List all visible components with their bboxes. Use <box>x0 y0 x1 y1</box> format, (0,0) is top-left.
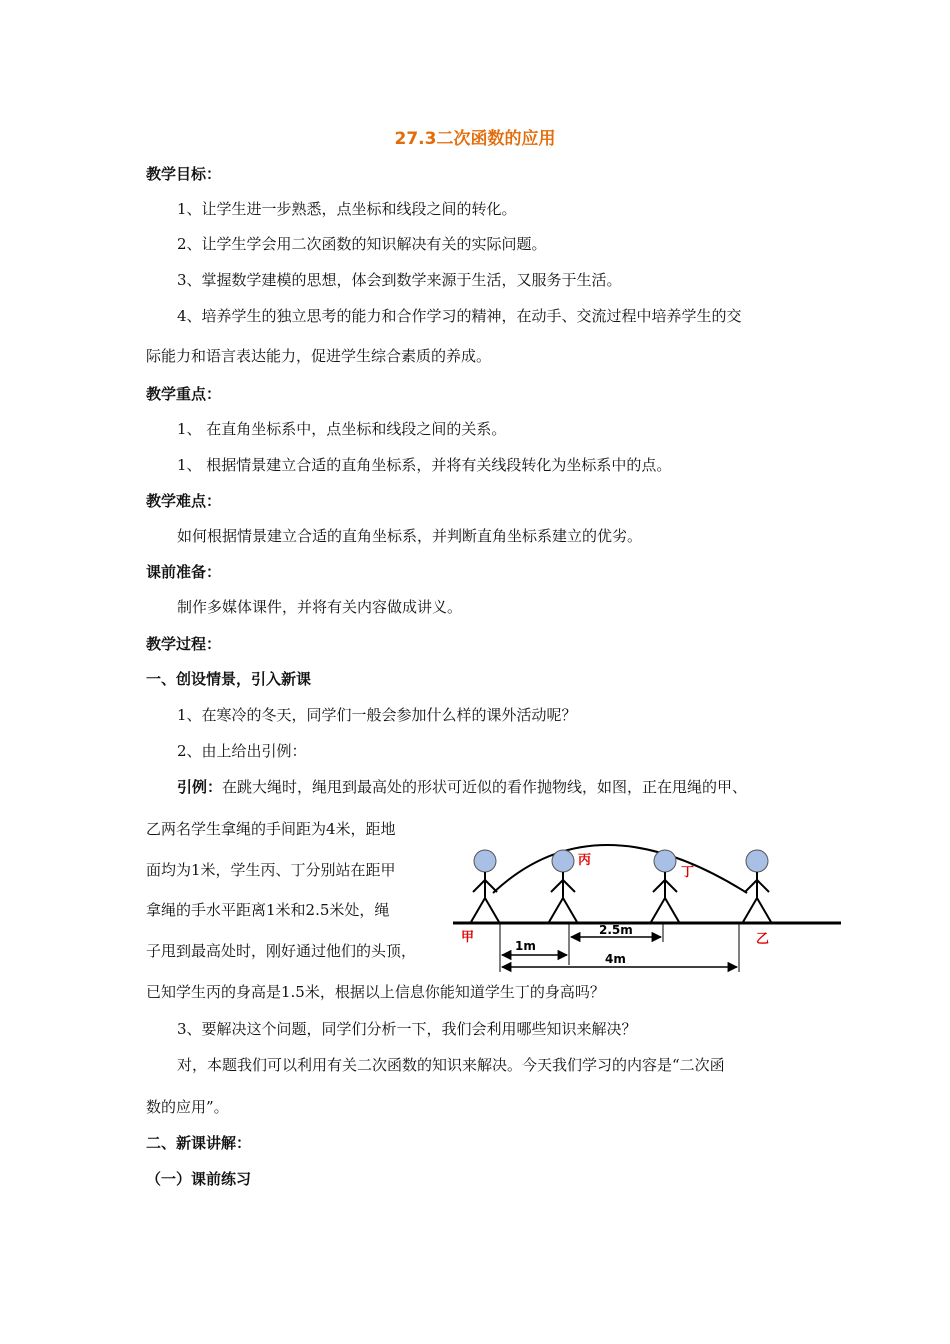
example-text: 在跳大绳时，绳甩到最高处的形状可近似的看作抛物线，如图，正在甩绳的甲、 <box>222 778 748 796</box>
dimension-label-2.5m: 2.5m <box>599 923 633 937</box>
objective-item: 2、让学生学会用二次函数的知识解决有关的实际问题。 <box>177 235 547 253</box>
person-jia <box>471 850 499 922</box>
person-bing <box>549 850 577 922</box>
key-point-item: 1、 在直角坐标系中，点坐标和线段之间的关系。 <box>177 420 507 438</box>
example-label: 引例： <box>177 778 223 796</box>
person-yi <box>743 850 771 922</box>
question-3: 3、要解决这个问题，同学们分析一下，我们会利用哪些知识来解决？ <box>177 1020 637 1038</box>
key-point-item: 1、 根据情景建立合适的直角坐标系，并将有关线段转化为坐标系中的点。 <box>177 456 672 474</box>
example-line: 子甩到最高处时，刚好通过他们的头顶， <box>146 942 417 960</box>
answer-line: 对，本题我们可以利用有关二次函数的知识来解决。今天我们学习的内容是“二次函 <box>177 1056 725 1074</box>
rope-curve <box>493 845 747 893</box>
objective-item: 际能力和语言表达能力，促进学生综合素质的养成。 <box>146 347 492 365</box>
dimension-label-1m: 1m <box>515 939 536 953</box>
section1-heading: 一、创设情景，引入新课 <box>146 670 312 688</box>
subsection-heading: （一）课前练习 <box>146 1170 252 1188</box>
rope-jump-figure <box>445 830 845 980</box>
label-yi: 乙 <box>756 932 770 947</box>
dimension-label-4m: 4m <box>605 952 626 966</box>
process-heading: 教学过程： <box>146 635 222 653</box>
section2-heading: 二、新课讲解： <box>146 1134 252 1152</box>
question-2: 2、由上给出引例： <box>177 742 307 760</box>
difficulty-text: 如何根据情景建立合适的直角坐标系，并判断直角坐标系建立的优劣。 <box>177 527 643 545</box>
key-points-heading: 教学重点： <box>146 385 222 403</box>
question-1: 1、在寒冷的冬天，同学们一般会参加什么样的课外活动呢？ <box>177 706 577 724</box>
example-line <box>177 777 747 797</box>
difficulty-heading: 教学难点： <box>146 492 222 510</box>
example-line: 乙两名学生拿绳的手间距为4米，距地 <box>146 820 396 838</box>
answer-line: 数的应用”。 <box>146 1098 229 1116</box>
label-jia: 甲 <box>461 930 475 945</box>
preparation-heading: 课前准备： <box>146 563 222 581</box>
person-ding <box>651 850 679 922</box>
objective-item: 4、培养学生的独立思考的能力和合作学习的精神，在动手、交流过程中培养学生的交 <box>177 307 742 325</box>
example-line: 面均为1米，学生丙、丁分别站在距甲 <box>146 861 396 879</box>
label-ding: 丁 <box>681 865 695 880</box>
objective-item: 1、让学生进一步熟悉，点坐标和线段之间的转化。 <box>177 200 517 218</box>
example-line: 拿绳的手水平距离1米和2.5米处，绳 <box>146 901 390 919</box>
page-title: 27.3二次函数的应用 <box>394 129 556 149</box>
objectives-heading: 教学目标： <box>146 165 222 183</box>
objective-item: 3、掌握数学建模的思想，体会到数学来源于生活，又服务于生活。 <box>177 271 622 289</box>
label-bing: 丙 <box>578 853 592 868</box>
example-line: 已知学生丙的身高是1.5米，根据以上信息你能知道学生丁的身高吗？ <box>146 983 605 1001</box>
preparation-text: 制作多媒体课件，并将有关内容做成讲义。 <box>177 598 463 616</box>
